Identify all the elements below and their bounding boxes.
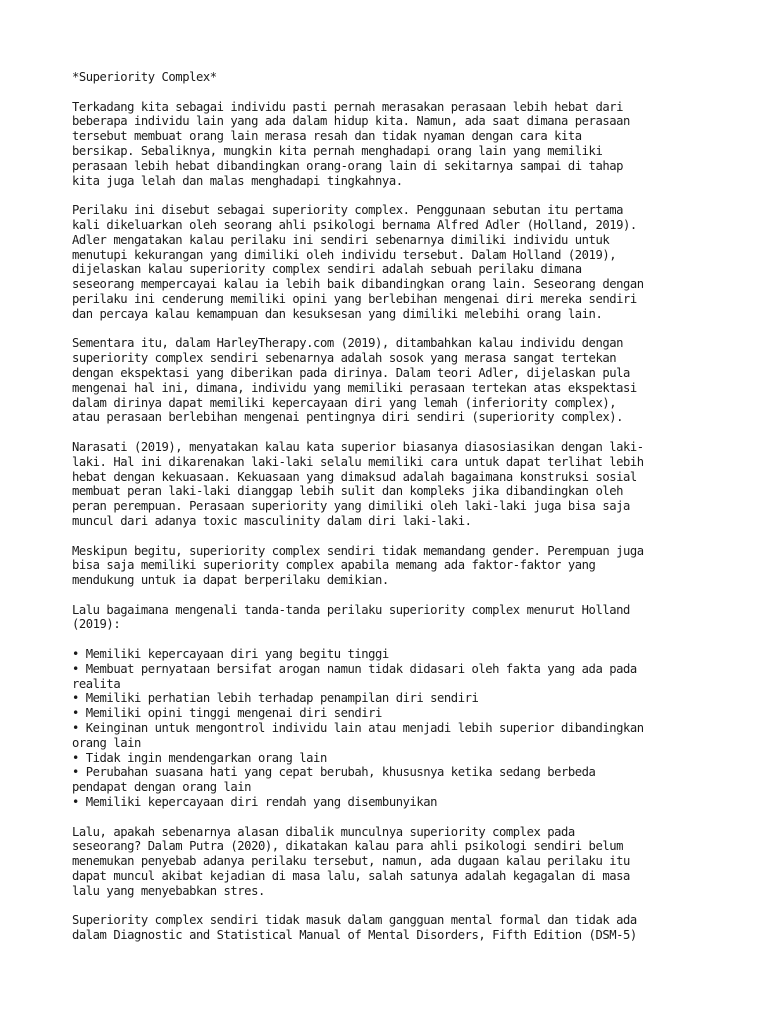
text-line: kita juga lelah dan malas menghadapi tingkahnya. [72, 173, 403, 188]
text-line: kali dikeluarkan oleh seorang ahli psikologi bernama Alfred Adler (Holland, 2019). [72, 217, 637, 232]
signs-bullet-list [72, 647, 708, 810]
text-line: • Memiliki kepercayaan diri rendah yang disembunyikan [72, 795, 438, 810]
text-line: bersikap. Sebaliknya, mungkin kita pernah menghadapi orang lain yang memiliki [72, 143, 603, 158]
text-line: menemukan penyebab adanya perilaku tersebut, namun, ada dugaan kalau perilaku itu [72, 854, 630, 869]
text-line: realita [72, 676, 121, 691]
document-title: *Superiority Complex* [72, 70, 217, 84]
text-line: Perilaku ini disebut sebagai superiority complex. Penggunaan sebutan itu pertama [72, 203, 623, 218]
text-line: dengan ekspektasi yang diberikan pada dirinya. Dalam teori Adler, dijelaskan pula [72, 365, 630, 380]
list-item [72, 662, 708, 692]
list-item [72, 647, 708, 662]
text-line: mendukung untuk ia dapat berperilaku demikian. [72, 573, 389, 588]
text-line: dijelaskan kalau superiority complex sendiri adalah sebuah perilaku dimana [72, 262, 582, 277]
text-line: • Memiliki kepercayaan diri yang begitu tinggi [72, 647, 389, 662]
text-line: • Perubahan suasana hati yang cepat berubah, khususnya ketika sedang berbeda [72, 765, 596, 780]
text-line: • Membuat pernyataan bersifat arogan namun tidak didasari oleh fakta yang ada pada [72, 661, 637, 676]
body-text-after-list [72, 825, 708, 943]
text-line: • Memiliki perhatian lebih terhadap penampilan diri sendiri [72, 691, 479, 706]
text-line: perilaku ini cenderung memiliki opini yang berlebihan mengenai diri mereka sendiri [72, 291, 637, 306]
list-item [72, 706, 708, 721]
paragraph [72, 603, 708, 633]
text-line: beberapa individu lain yang ada dalam hidup kita. Namun, ada saat dimana perasaan [72, 114, 630, 129]
text-line: superiority complex sendiri sebenarnya adalah sosok yang merasa sangat tertekan [72, 351, 617, 366]
list-item [72, 721, 708, 751]
text-line: dan percaya kalau kemampuan dan kesuksesan yang dimiliki melebihi orang lain. [72, 306, 603, 321]
text-line: atau perasaan berlebihan mengenai pentingnya diri sendiri (superiority complex). [72, 410, 623, 425]
list-item [72, 751, 708, 766]
list-item [72, 765, 708, 795]
body-text-before-list [72, 100, 708, 633]
text-line: muncul dari adanya toxic masculinity dalam diri laki-laki. [72, 513, 472, 528]
text-line: Lalu bagaimana mengenali tanda-tanda perilaku superiority complex menurut Holland [72, 602, 630, 617]
text-line: orang lain [72, 735, 141, 750]
text-line: pendapat dengan orang lain [72, 780, 252, 795]
paragraph [72, 544, 708, 588]
text-line: laki. Hal ini dikarenakan laki-laki selalu memiliki cara untuk dapat terlihat lebih [72, 454, 644, 469]
text-line: peran perempuan. Perasaan superiority yang dimiliki oleh laki-laki juga bisa saja [72, 499, 630, 514]
paragraph [72, 336, 708, 425]
text-line: (2019): [72, 617, 121, 632]
text-line: mengenai hal ini, dimana, individu yang memiliki perasaan tertekan atas ekspektasi [72, 380, 637, 395]
text-line: Terkadang kita sebagai individu pasti pernah merasakan perasaan lebih hebat dari [72, 99, 623, 114]
text-line: menutupi kekurangan yang dimiliki oleh individu tersebut. Dalam Holland (2019), [72, 247, 617, 262]
text-line: membuat peran laki-laki dianggap lebih sulit dan kompleks jika dibandingkan oleh [72, 484, 623, 499]
text-line: Adler mengatakan kalau perilaku ini sendiri sebenarnya dimiliki individu untuk [72, 232, 610, 247]
paragraph [72, 913, 708, 943]
list-item [72, 691, 708, 706]
text-line: tersebut membuat orang lain merasa resah dan tidak nyaman dengan cara kita [72, 129, 582, 144]
text-line: • Keinginan untuk mengontrol individu lain atau menjadi lebih superior dibandingkan [72, 721, 644, 736]
text-line: Narasati (2019), menyatakan kalau kata superior biasanya diasosiasikan dengan laki- [72, 439, 644, 454]
text-line: dalam dirinya dapat memiliki kepercayaan diri yang lemah (inferiority complex), [72, 395, 617, 410]
text-line: lalu yang menyebabkan stres. [72, 883, 265, 898]
text-line: Superiority complex sendiri tidak masuk dalam gangguan mental formal dan tidak ada [72, 913, 637, 928]
text-line: • Memiliki opini tinggi mengenai diri sendiri [72, 706, 382, 721]
list-item [72, 795, 708, 810]
text-line: bisa saja memiliki superiority complex apabila memang ada faktor-faktor yang [72, 558, 596, 573]
paragraph [72, 100, 708, 189]
paragraph [72, 440, 708, 529]
text-line: dapat muncul akibat kejadian di masa lalu, salah satunya adalah kegagalan di masa [72, 869, 630, 884]
text-line: Meskipun begitu, superiority complex sendiri tidak memandang gender. Perempuan juga [72, 543, 644, 558]
text-line: seseorang mempercayai kalau ia lebih baik dibandingkan orang lain. Seseorang dengan [72, 277, 644, 292]
text-line: Sementara itu, dalam HarleyTherapy.com (2019), ditambahkan kalau individu dengan [72, 336, 623, 351]
text-line: perasaan lebih hebat dibandingkan orang-orang lain di sekitarnya sampai di tahap [72, 158, 623, 173]
paragraph [72, 203, 708, 321]
paragraph [72, 825, 708, 899]
text-line: dalam Diagnostic and Statistical Manual of Mental Disorders, Fifth Edition (DSM-5) [72, 928, 637, 943]
text-line: hebat dengan kekuasaan. Kekuasaan yang dimaksud adalah bagaimana konstruksi sosial [72, 469, 637, 484]
text-line: • Tidak ingin mendengarkan orang lain [72, 750, 327, 765]
text-line: seseorang? Dalam Putra (2020), dikatakan kalau para ahli psikologi sendiri belum [72, 839, 623, 854]
text-line: Lalu, apakah sebenarnya alasan dibalik munculnya superiority complex pada [72, 824, 575, 839]
